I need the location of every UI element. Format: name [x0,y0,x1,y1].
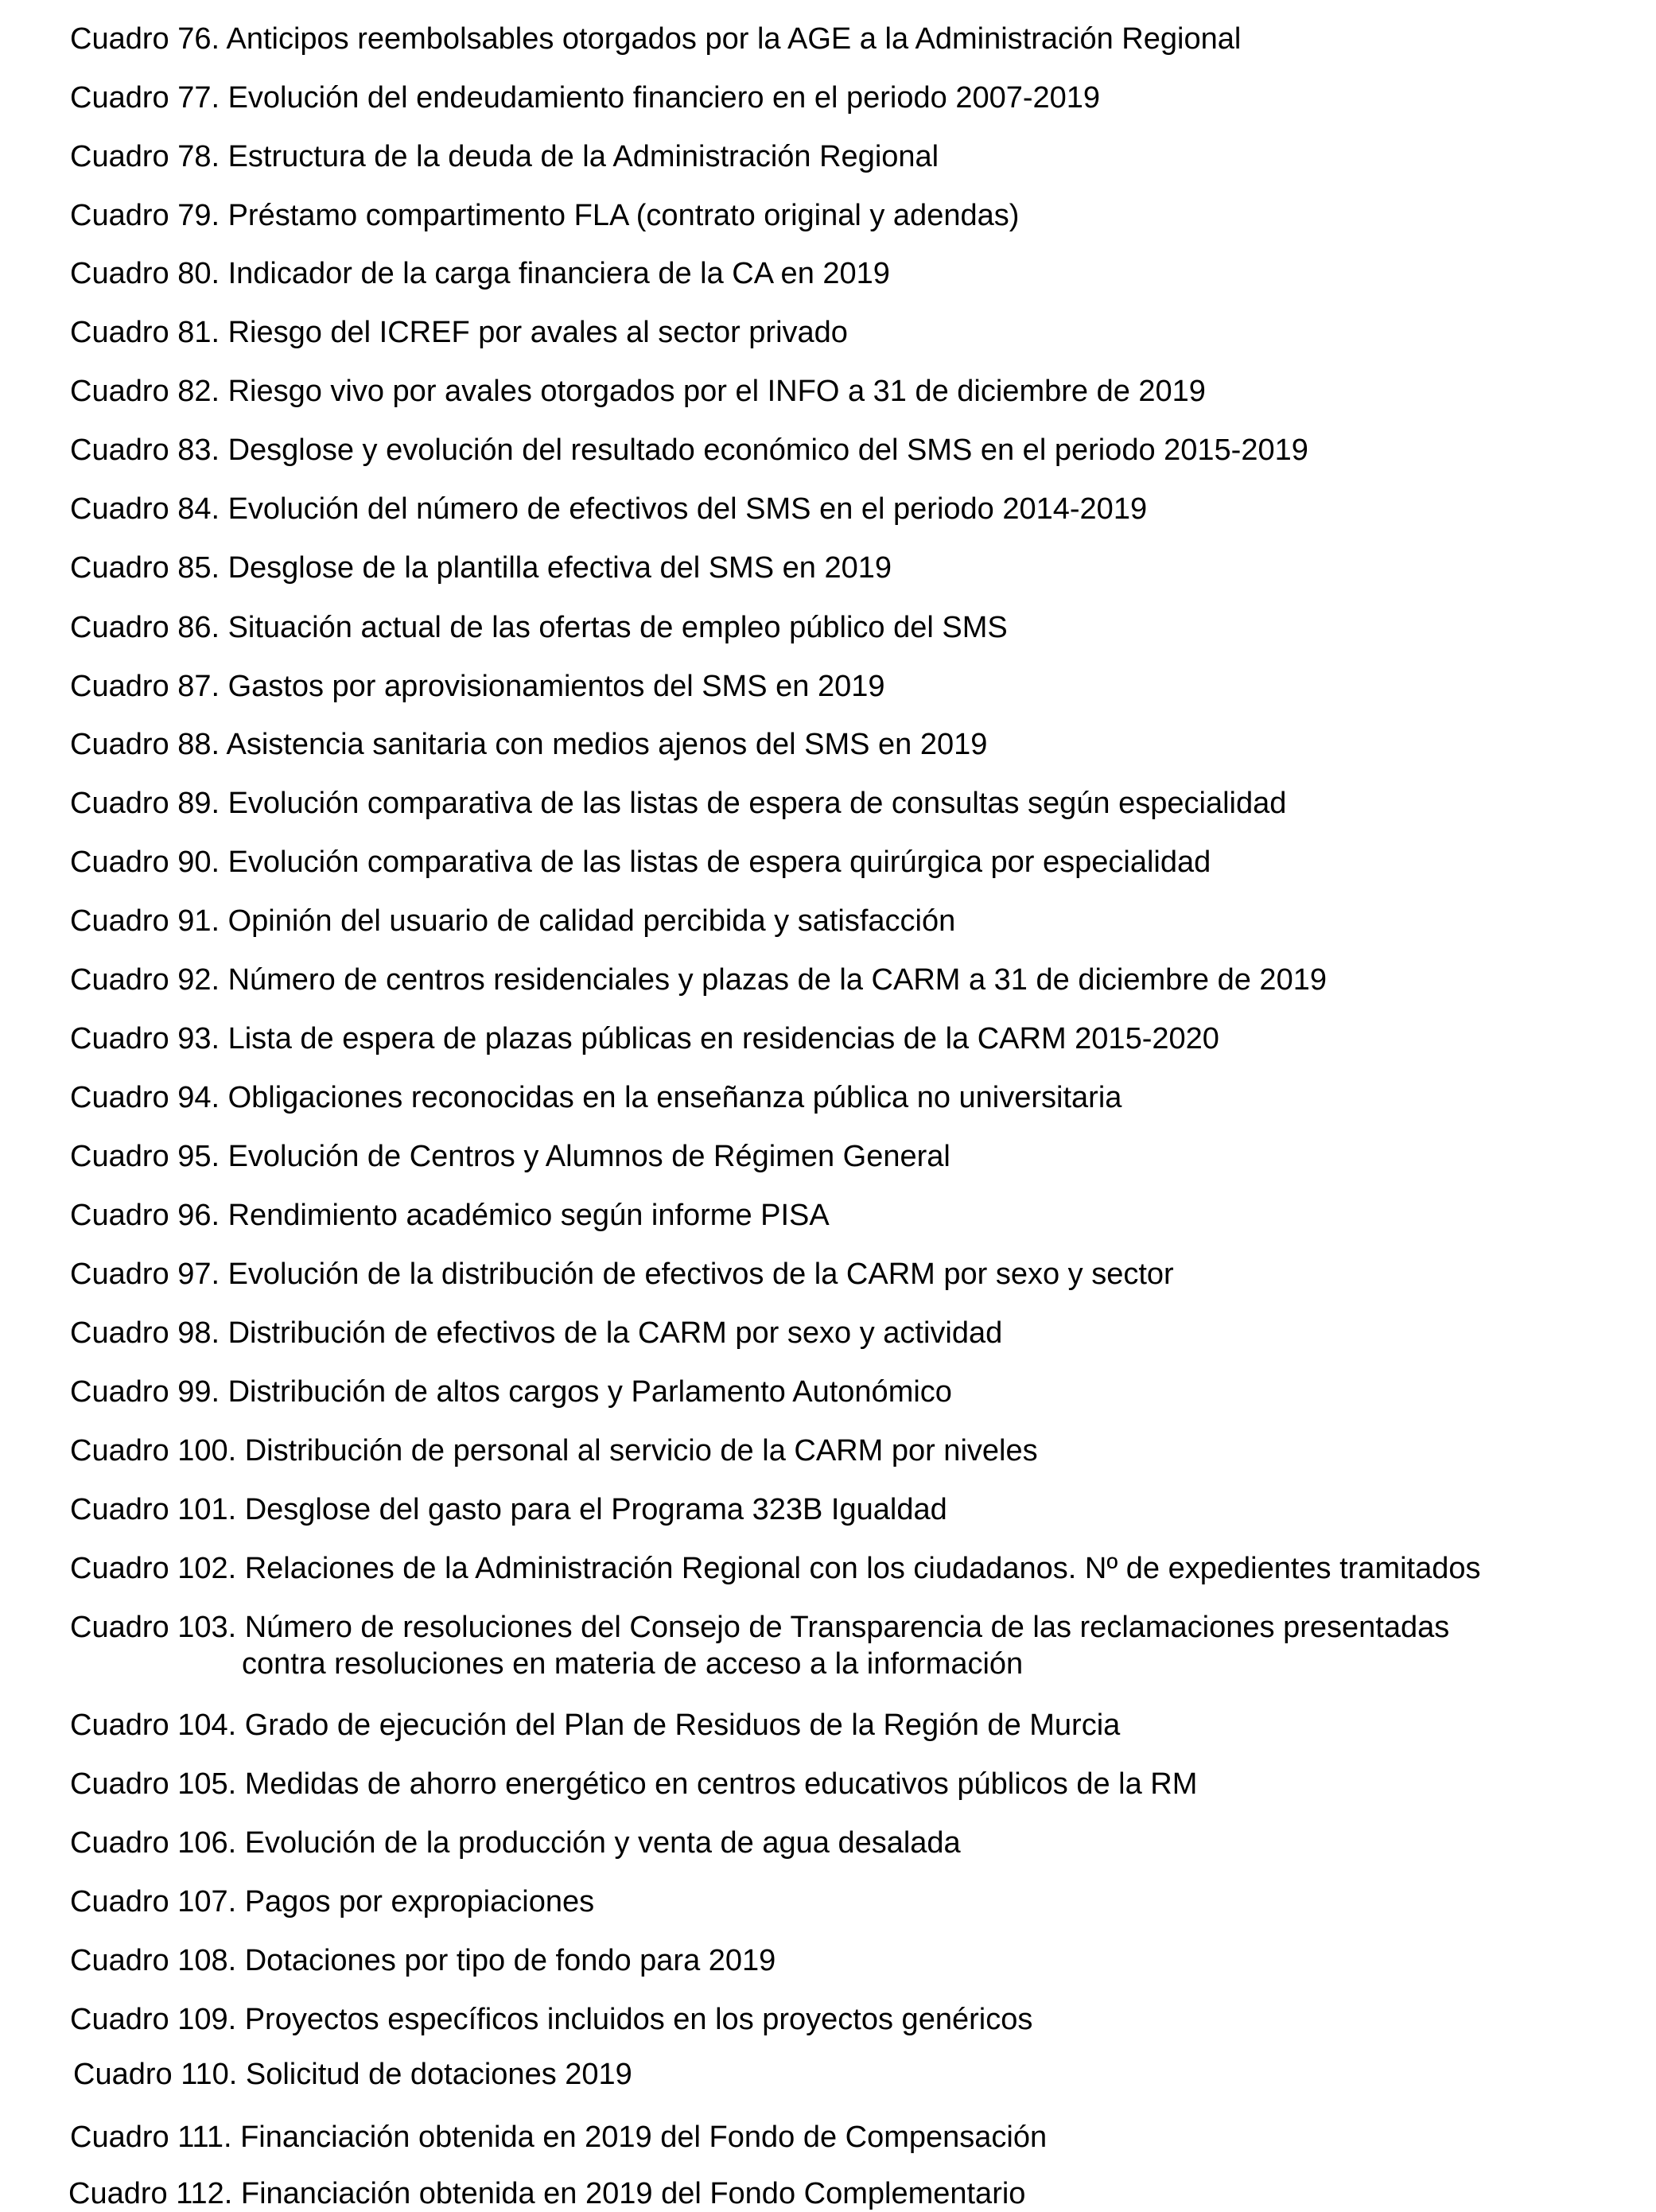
list-item: Cuadro 111. Financiación obtenida en 2019 del Fondo de Compensación [70,2121,1048,2154]
list-item: Cuadro 96. Rendimiento académico según informe PISA [70,1199,830,1232]
list-item: Cuadro 87. Gastos por aprovisionamientos del SMS en 2019 [70,670,885,703]
list-item: Cuadro 83. Desglose y evolución del resultado económico del SMS en el periodo 2015-2019 [70,433,1308,467]
list-item-continuation: contra resoluciones en materia de acceso a la información [242,1647,1024,1681]
list-item: Cuadro 102. Relaciones de la Administración Regional con los ciudadanos. Nº de expedientes tramitados [70,1552,1481,1585]
list-item: Cuadro 85. Desglose de la plantilla efectiva del SMS en 2019 [70,551,892,585]
list-item: Cuadro 106. Evolución de la producción y venta de agua desalada [70,1826,961,1860]
list-item: Cuadro 109. Proyectos específicos incluidos en los proyectos genéricos [70,2003,1033,2036]
list-item: Cuadro 101. Desglose del gasto para el Programa 323B Igualdad [70,1493,947,1526]
list-item: Cuadro 86. Situación actual de las ofertas de empleo público del SMS [70,611,1008,644]
list-item: Cuadro 98. Distribución de efectivos de la CARM por sexo y actividad [70,1316,1003,1350]
list-item: Cuadro 91. Opinión del usuario de calidad percibida y satisfacción [70,904,956,938]
list-item: Cuadro 78. Estructura de la deuda de la Administración Regional [70,140,939,173]
list-item: Cuadro 77. Evolución del endeudamiento financiero en el periodo 2007-2019 [70,81,1101,115]
list-item: Cuadro 107. Pagos por expropiaciones [70,1885,595,1918]
list-item-text: Cuadro 103. Número de resoluciones del Consejo de Transparencia de las reclamaciones presentadas [70,1611,1450,1644]
list-item: Cuadro 108. Dotaciones por tipo de fondo para 2019 [70,1944,776,1977]
list-item: Cuadro 99. Distribución de altos cargos y Parlamento Autonómico [70,1375,952,1409]
list-item: Cuadro 82. Riesgo vivo por avales otorgados por el INFO a 31 de diciembre de 2019 [70,375,1206,408]
list-item [70,1609,1449,1682]
list-item: Cuadro 79. Préstamo compartimento FLA (contrato original y adendas) [70,199,1020,232]
list-item: Cuadro 97. Evolución de la distribución de efectivos de la CARM por sexo y sector [70,1258,1174,1291]
list-item: Cuadro 100. Distribución de personal al servicio de la CARM por niveles [70,1434,1038,1468]
list-item: Cuadro 110. Solicitud de dotaciones 2019 [73,2058,632,2091]
list-item: Cuadro 89. Evolución comparativa de las listas de espera de consultas según especialidad [70,787,1287,820]
list-item: Cuadro 105. Medidas de ahorro energético en centros educativos públicos de la RM [70,1767,1198,1801]
list-item: Cuadro 92. Número de centros residenciales y plazas de la CARM a 31 de diciembre de 2019 [70,963,1327,997]
list-item: Cuadro 80. Indicador de la carga financiera de la CA en 2019 [70,257,890,290]
list-item: Cuadro 112. Financiación obtenida en 2019 del Fondo Complementario [68,2177,1026,2210]
list-item: Cuadro 88. Asistencia sanitaria con medios ajenos del SMS en 2019 [70,728,988,761]
list-item: Cuadro 84. Evolución del número de efectivos del SMS en el periodo 2014-2019 [70,492,1148,526]
list-item: Cuadro 95. Evolución de Centros y Alumnos de Régimen General [70,1140,950,1173]
list-item: Cuadro 81. Riesgo del ICREF por avales al sector privado [70,316,848,349]
list-item: Cuadro 76. Anticipos reembolsables otorgados por la AGE a la Administración Regional [70,22,1242,56]
list-item: Cuadro 93. Lista de espera de plazas públicas en residencias de la CARM 2015-2020 [70,1022,1219,1055]
list-item: Cuadro 104. Grado de ejecución del Plan de Residuos de la Región de Murcia [70,1709,1121,1742]
list-item: Cuadro 94. Obligaciones reconocidas en la enseñanza pública no universitaria [70,1081,1122,1114]
list-item: Cuadro 90. Evolución comparativa de las listas de espera quirúrgica por especialidad [70,846,1211,879]
